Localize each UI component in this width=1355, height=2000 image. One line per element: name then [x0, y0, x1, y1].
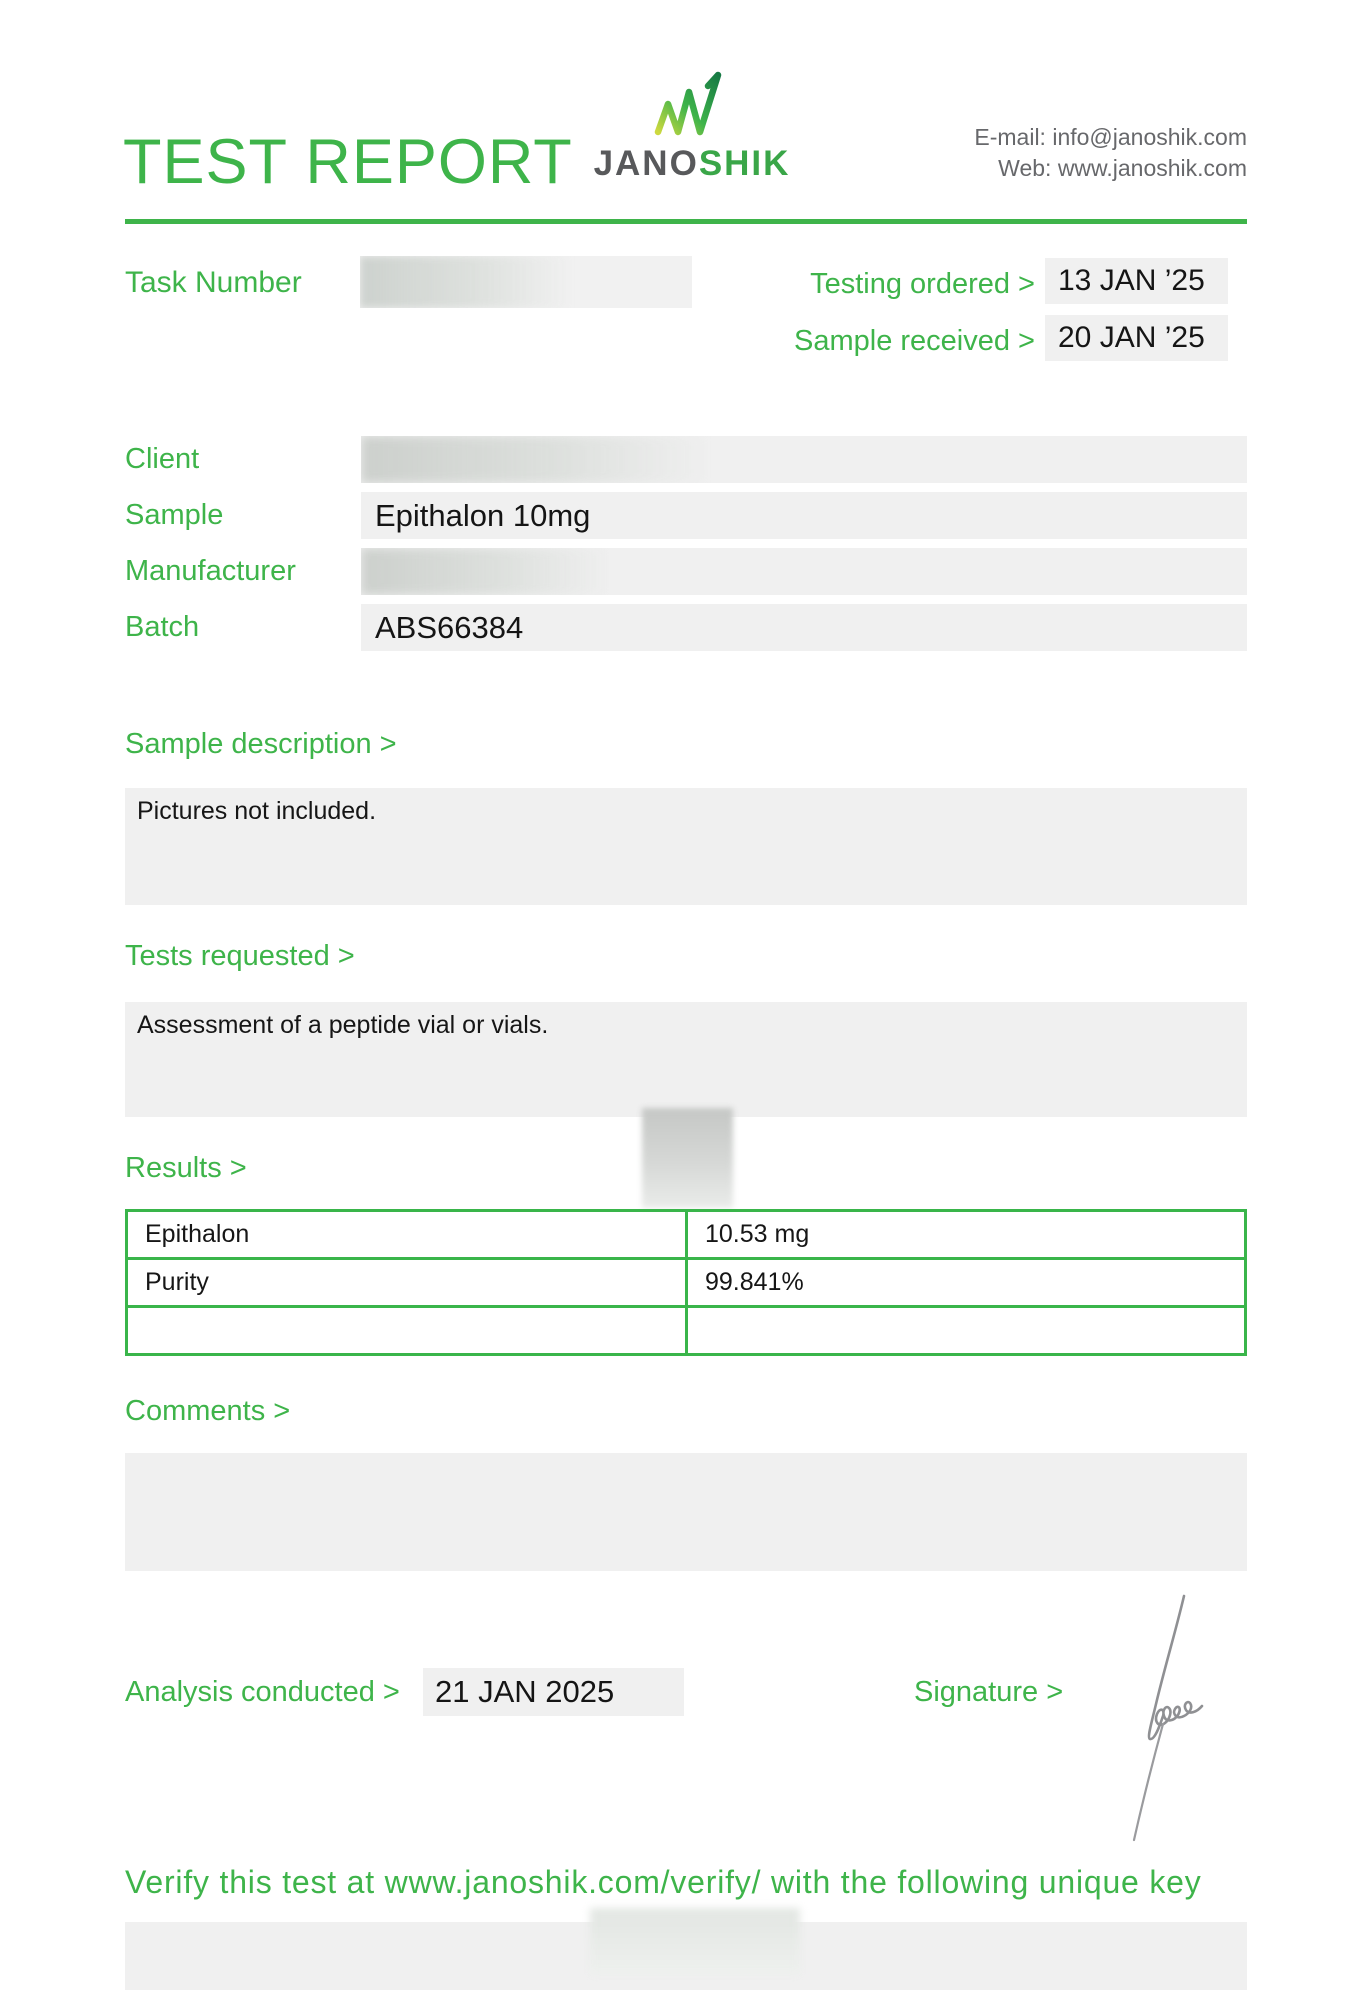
sample-description-box [125, 788, 1247, 905]
table-row [128, 1260, 1244, 1308]
redacted-task-number [360, 256, 570, 308]
sample-value: Epithalon 10mg [375, 497, 591, 533]
handwritten-signature [1096, 1592, 1226, 1847]
results-heading: Results > [125, 1152, 247, 1184]
result-value-cell: 99.841% [705, 1268, 804, 1296]
manufacturer-label: Manufacturer [125, 555, 296, 587]
redacted-client-value [361, 436, 711, 483]
janoshik-logo [592, 70, 792, 184]
contact-email: E-mail: info@janoshik.com [974, 124, 1247, 150]
batch-value-bar [361, 604, 1247, 651]
analysis-date-box [423, 1668, 684, 1716]
batch-label: Batch [125, 611, 200, 643]
analysis-conducted-label: Analysis conducted > [125, 1676, 400, 1708]
analysis-date: 21 JAN 2025 [435, 1674, 615, 1709]
sample-description-text: Pictures not included. [137, 797, 377, 825]
sample-label: Sample [125, 499, 224, 531]
batch-value: ABS66384 [375, 609, 524, 645]
trend-chart-icon [650, 70, 734, 140]
redacted-manufacturer-value [361, 548, 611, 595]
results-table [125, 1209, 1247, 1356]
client-label: Client [125, 443, 200, 475]
verify-instruction: Verify this test at www.janoshik.com/verify/ with the following unique key [125, 1864, 1202, 1900]
task-number-value-box [360, 256, 692, 308]
logo-wordmark [592, 144, 792, 184]
result-name-cell [128, 1308, 688, 1353]
result-value-cell [688, 1308, 1244, 1353]
testing-ordered-date: 13 JAN ’25 [1058, 264, 1205, 297]
table-row [128, 1308, 1244, 1353]
result-name-cell: Epithalon [128, 1212, 688, 1257]
page-title: TEST REPORT [123, 127, 573, 197]
signature-label: Signature > [914, 1676, 1064, 1708]
header-divider [125, 219, 1247, 224]
testing-ordered-label: Testing ordered > [810, 268, 1035, 300]
redacted-results-blur [642, 1108, 733, 1208]
task-number-label: Task Number [125, 266, 302, 299]
contact-web: Web: www.janoshik.com [998, 155, 1247, 181]
testing-ordered-value-box [1045, 258, 1228, 304]
sample-received-date: 20 JAN ’25 [1058, 321, 1205, 354]
result-name-cell: Purity [128, 1260, 688, 1305]
sample-value-bar [361, 492, 1247, 539]
comments-box [125, 1453, 1247, 1571]
tests-requested-box [125, 1002, 1247, 1117]
comments-heading: Comments > [125, 1395, 291, 1427]
sample-description-heading: Sample description > [125, 728, 397, 760]
logo-wordmark-gray: JANO [593, 144, 699, 183]
tests-requested-text: Assessment of a peptide vial or vials. [137, 1011, 549, 1039]
logo-wordmark-green: SHIK [698, 144, 791, 183]
sample-received-label: Sample received > [794, 325, 1035, 357]
manufacturer-value-bar [361, 548, 1247, 595]
redacted-key-blur [590, 1908, 800, 1974]
result-value-cell: 10.53 mg [705, 1220, 810, 1248]
table-row [128, 1212, 1244, 1260]
tests-requested-heading: Tests requested > [125, 940, 355, 972]
client-value-bar [361, 436, 1247, 483]
sample-received-value-box [1045, 315, 1228, 361]
contact-info [974, 122, 1247, 184]
